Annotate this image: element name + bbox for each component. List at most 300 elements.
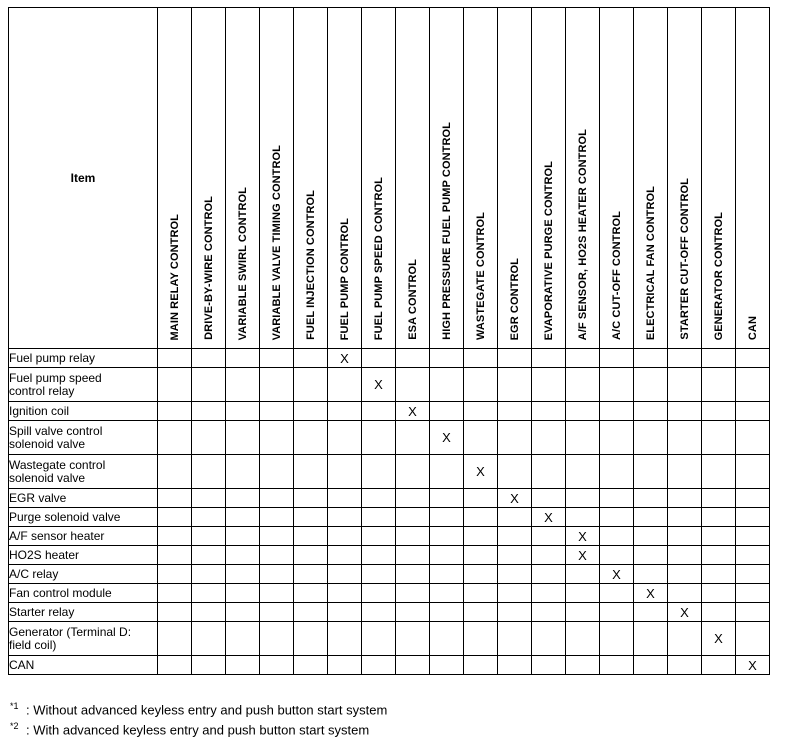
table-cell — [464, 508, 498, 527]
table-cell — [532, 455, 566, 489]
row-label — [9, 368, 158, 402]
table-cell — [260, 508, 294, 527]
table-cell — [464, 546, 498, 565]
table-cell — [158, 455, 192, 489]
column-header — [260, 8, 294, 349]
table-cell — [362, 546, 396, 565]
table-cell — [566, 527, 600, 546]
table-cell — [158, 622, 192, 656]
table-cell — [566, 603, 600, 622]
table-cell — [634, 565, 668, 584]
table-cell — [736, 368, 770, 402]
table-cell — [192, 565, 226, 584]
table-cell — [566, 656, 600, 675]
table-cell — [498, 508, 532, 527]
table-row — [9, 603, 770, 622]
table-cell — [158, 489, 192, 508]
row-label — [9, 584, 158, 603]
table-cell — [566, 489, 600, 508]
table-cell — [260, 402, 294, 421]
table-cell — [600, 603, 634, 622]
table-cell — [226, 489, 260, 508]
table-cell — [396, 349, 430, 368]
x-mark: X — [374, 377, 383, 392]
footnote-marker: 2 — [13, 721, 19, 732]
table-cell — [294, 603, 328, 622]
column-header-label: ESA CONTROL — [406, 259, 419, 340]
column-header — [464, 8, 498, 349]
table-cell — [464, 421, 498, 455]
table-cell — [260, 656, 294, 675]
table-cell — [430, 546, 464, 565]
table-cell — [396, 455, 430, 489]
column-header-label: A/F SENSOR, HO2S HEATER CONTROL — [576, 128, 589, 340]
table-cell — [634, 349, 668, 368]
table-cell — [260, 421, 294, 455]
table-body — [9, 349, 770, 675]
table-row — [9, 546, 770, 565]
table-cell — [736, 455, 770, 489]
table-cell — [668, 565, 702, 584]
table-cell — [702, 603, 736, 622]
table-cell — [158, 527, 192, 546]
table-cell — [532, 421, 566, 455]
table-cell — [328, 421, 362, 455]
row-label-line: field coil) — [9, 637, 57, 652]
table-cell — [192, 546, 226, 565]
table-row — [9, 368, 770, 402]
table-cell — [532, 656, 566, 675]
table-cell — [498, 622, 532, 656]
table-cell — [192, 603, 226, 622]
table-cell — [634, 489, 668, 508]
table-cell — [328, 656, 362, 675]
table-cell — [192, 656, 226, 675]
column-header-label: FUEL PUMP CONTROL — [338, 217, 351, 340]
table-cell — [668, 455, 702, 489]
column-header-label: WASTEGATE CONTROL — [474, 212, 487, 340]
column-header-label: HIGH PRESSURE FUEL PUMP CONTROL — [440, 122, 453, 340]
table-cell — [668, 622, 702, 656]
table-cell — [430, 584, 464, 603]
table-cell — [294, 368, 328, 402]
table-cell — [396, 489, 430, 508]
table-cell — [192, 584, 226, 603]
table-cell — [294, 402, 328, 421]
table-cell — [396, 402, 430, 421]
table-cell — [498, 584, 532, 603]
table-cell — [192, 455, 226, 489]
table-cell — [192, 527, 226, 546]
table-cell — [566, 508, 600, 527]
table-cell — [430, 455, 464, 489]
column-header — [192, 8, 226, 349]
column-header-label: GENERATOR CONTROL — [712, 211, 725, 340]
table-cell — [328, 603, 362, 622]
table-cell — [668, 656, 702, 675]
table-cell — [226, 508, 260, 527]
footnote-text: : Without advanced keyless entry and push button start system — [26, 702, 388, 718]
x-mark: X — [578, 547, 587, 563]
column-header — [396, 8, 430, 349]
row-label — [9, 565, 158, 584]
table-cell — [396, 603, 430, 622]
row-label-line: A/C relay — [9, 566, 59, 581]
table-cell — [702, 489, 736, 508]
row-label-line: solenoid valve — [9, 470, 86, 485]
row-label — [9, 421, 158, 455]
table-row — [9, 421, 770, 455]
column-header — [532, 8, 566, 349]
table-cell — [362, 489, 396, 508]
row-label — [9, 349, 158, 368]
table-row — [9, 527, 770, 546]
table-cell — [328, 527, 362, 546]
table-cell — [634, 508, 668, 527]
table-cell — [430, 489, 464, 508]
table-cell — [464, 455, 498, 489]
table-cell — [600, 656, 634, 675]
table-cell — [668, 349, 702, 368]
column-header-label: CAN — [746, 315, 759, 340]
column-header — [226, 8, 260, 349]
table-cell — [498, 421, 532, 455]
table-cell — [600, 546, 634, 565]
x-mark: X — [476, 464, 485, 479]
table-cell — [430, 368, 464, 402]
row-label-line: Wastegate control — [9, 457, 106, 472]
table-row — [9, 349, 770, 368]
table-cell — [634, 656, 668, 675]
table-cell — [600, 455, 634, 489]
table-cell — [702, 546, 736, 565]
table-cell — [634, 527, 668, 546]
table-cell — [362, 565, 396, 584]
row-label — [9, 508, 158, 527]
table-cell — [736, 349, 770, 368]
table-cell — [294, 656, 328, 675]
footnote-marker: 1 — [13, 701, 19, 711]
table-cell — [464, 368, 498, 402]
table-cell — [736, 546, 770, 565]
row-label — [9, 546, 158, 565]
table-cell — [702, 349, 736, 368]
control-matrix-table — [8, 7, 770, 675]
table-cell — [464, 603, 498, 622]
row-label — [9, 622, 158, 656]
table-cell — [532, 546, 566, 565]
row-label-line: Starter relay — [9, 604, 75, 619]
row-label — [9, 489, 158, 508]
table-cell — [362, 421, 396, 455]
footnote-2: $^{*2}$ : With advanced keyless entry and push button start system — [10, 721, 370, 738]
row-label-line: Ignition coil — [9, 403, 70, 418]
table-cell — [226, 565, 260, 584]
table-cell — [634, 402, 668, 421]
x-mark: X — [714, 631, 723, 646]
table-cell — [668, 368, 702, 402]
table-row — [9, 584, 770, 603]
table-cell — [226, 455, 260, 489]
table-cell — [702, 656, 736, 675]
table-cell — [498, 603, 532, 622]
table-cell — [736, 402, 770, 421]
table-cell — [294, 527, 328, 546]
table-cell — [498, 565, 532, 584]
table-cell — [294, 455, 328, 489]
table-cell — [464, 402, 498, 421]
table-cell — [600, 565, 634, 584]
table-cell — [600, 368, 634, 402]
table-cell — [294, 421, 328, 455]
table-cell — [328, 455, 362, 489]
table-cell — [566, 368, 600, 402]
table-cell — [532, 368, 566, 402]
table-cell — [702, 455, 736, 489]
table-cell — [566, 622, 600, 656]
table-cell — [668, 584, 702, 603]
row-label-line: HO2S heater — [9, 547, 80, 562]
table-cell — [668, 508, 702, 527]
column-header — [600, 8, 634, 349]
table-cell — [260, 455, 294, 489]
table-cell — [362, 508, 396, 527]
table-cell — [668, 527, 702, 546]
table-cell — [566, 546, 600, 565]
table-cell — [226, 546, 260, 565]
table-cell — [226, 584, 260, 603]
footnote-1: $^{*1}$ : Without advanced keyless entry and push button start system — [10, 701, 388, 718]
column-header — [294, 8, 328, 349]
table-cell — [226, 656, 260, 675]
table-cell — [668, 421, 702, 455]
table-cell — [634, 421, 668, 455]
table-cell — [158, 603, 192, 622]
table-cell — [192, 368, 226, 402]
table-cell — [634, 603, 668, 622]
table-row — [9, 402, 770, 421]
row-label — [9, 402, 158, 421]
table-cell — [498, 402, 532, 421]
table-cell — [226, 402, 260, 421]
column-header — [702, 8, 736, 349]
table-cell — [430, 349, 464, 368]
table-cell — [328, 402, 362, 421]
table-cell — [226, 527, 260, 546]
footnotes — [10, 698, 387, 739]
table-cell — [362, 455, 396, 489]
table-cell — [158, 546, 192, 565]
table-cell — [668, 489, 702, 508]
table-cell — [396, 565, 430, 584]
row-label-line: Spill valve control — [9, 423, 103, 438]
table-cell — [328, 546, 362, 565]
column-header-label: EVAPORATIVE PURGE CONTROL — [542, 160, 555, 340]
column-header-label: FUEL PUMP SPEED CONTROL — [372, 176, 385, 340]
table-cell — [362, 603, 396, 622]
table-cell — [158, 508, 192, 527]
table-cell — [498, 656, 532, 675]
table-cell — [294, 584, 328, 603]
table-cell — [158, 656, 192, 675]
table-cell — [294, 546, 328, 565]
row-label-line: Purge solenoid valve — [9, 509, 121, 524]
table-cell — [328, 489, 362, 508]
table-cell — [566, 584, 600, 603]
table-cell — [600, 622, 634, 656]
table-cell — [430, 656, 464, 675]
table-cell — [260, 489, 294, 508]
table-cell — [192, 489, 226, 508]
table-cell — [600, 584, 634, 603]
table-cell — [430, 421, 464, 455]
table-cell — [702, 565, 736, 584]
table-cell — [702, 421, 736, 455]
table-cell — [668, 546, 702, 565]
table-cell — [260, 349, 294, 368]
row-label-line: Fuel pump relay — [9, 350, 96, 365]
row-label-line: solenoid valve — [9, 436, 86, 451]
table-cell — [328, 349, 362, 368]
table-row — [9, 508, 770, 527]
table-cell — [226, 603, 260, 622]
table-cell — [226, 349, 260, 368]
x-mark: X — [680, 604, 689, 620]
table-cell — [464, 656, 498, 675]
table-cell — [532, 584, 566, 603]
table-cell — [736, 603, 770, 622]
table-cell — [158, 421, 192, 455]
table-cell — [158, 565, 192, 584]
table-cell — [464, 489, 498, 508]
table-cell — [158, 584, 192, 603]
column-header-label: EGR CONTROL — [508, 257, 521, 340]
column-header-label: MAIN RELAY CONTROL — [168, 213, 181, 340]
table-cell — [668, 402, 702, 421]
row-label-line: Generator (Terminal D: — [9, 624, 132, 639]
table-cell — [430, 402, 464, 421]
table-cell — [464, 622, 498, 656]
table-cell — [532, 622, 566, 656]
table-cell — [498, 546, 532, 565]
table-cell — [260, 622, 294, 656]
footnote-text: : With advanced keyless entry and push button start system — [26, 722, 370, 738]
table-cell — [430, 565, 464, 584]
item-column-header: Item — [9, 8, 158, 349]
table-cell — [702, 527, 736, 546]
table-cell — [702, 508, 736, 527]
table-cell — [464, 584, 498, 603]
column-header — [736, 8, 770, 349]
table-cell — [260, 368, 294, 402]
table-cell — [362, 349, 396, 368]
table-cell — [192, 349, 226, 368]
table-cell — [192, 421, 226, 455]
row-label-line: EGR valve — [9, 490, 67, 505]
column-header-label: VARIABLE SWIRL CONTROL — [236, 186, 249, 340]
column-header — [498, 8, 532, 349]
column-header — [668, 8, 702, 349]
row-label — [9, 527, 158, 546]
column-header — [430, 8, 464, 349]
table-row — [9, 622, 770, 656]
table-cell — [498, 368, 532, 402]
header-row — [9, 8, 770, 349]
table-cell — [532, 527, 566, 546]
row-label-line: control relay — [9, 383, 75, 398]
table-row — [9, 656, 770, 675]
table-cell — [634, 455, 668, 489]
table-cell — [328, 622, 362, 656]
row-label — [9, 455, 158, 489]
table-cell — [158, 402, 192, 421]
x-mark: X — [578, 528, 587, 544]
table-cell — [600, 421, 634, 455]
x-mark: X — [510, 490, 519, 506]
table-cell — [566, 565, 600, 584]
table-cell — [532, 402, 566, 421]
table-cell — [192, 508, 226, 527]
x-mark: X — [612, 566, 621, 582]
table-cell — [396, 527, 430, 546]
table-cell — [430, 622, 464, 656]
table-cell — [396, 656, 430, 675]
table-cell — [362, 622, 396, 656]
table-cell — [736, 622, 770, 656]
table-cell — [226, 421, 260, 455]
table-cell — [396, 546, 430, 565]
table-cell — [736, 508, 770, 527]
x-mark: X — [748, 657, 757, 673]
table-cell — [634, 368, 668, 402]
table-cell — [600, 508, 634, 527]
x-mark: X — [408, 403, 417, 419]
column-header-label: FUEL INJECTION CONTROL — [304, 190, 317, 340]
table-cell — [566, 349, 600, 368]
table-cell — [294, 349, 328, 368]
table-cell — [294, 489, 328, 508]
x-mark: X — [646, 585, 655, 601]
row-label-line: Fan control module — [9, 585, 112, 600]
column-header-label: A/C CUT-OFF CONTROL — [610, 211, 623, 340]
row-label — [9, 603, 158, 622]
table-cell — [294, 622, 328, 656]
table-cell — [736, 584, 770, 603]
table-cell — [362, 527, 396, 546]
table-cell — [702, 402, 736, 421]
table-cell — [600, 527, 634, 546]
table-cell — [260, 584, 294, 603]
table-cell — [566, 421, 600, 455]
table-cell — [498, 527, 532, 546]
x-mark: X — [340, 350, 349, 366]
table-cell — [226, 368, 260, 402]
table-cell — [294, 508, 328, 527]
table-cell — [736, 565, 770, 584]
row-label-line: A/F sensor heater — [9, 528, 105, 543]
column-header-label: VARIABLE VALVE TIMING CONTROL — [270, 144, 283, 340]
table-cell — [260, 565, 294, 584]
table-cell — [532, 603, 566, 622]
table-cell — [158, 349, 192, 368]
table-cell — [464, 527, 498, 546]
table-cell — [362, 402, 396, 421]
table-cell — [532, 489, 566, 508]
table-cell — [260, 603, 294, 622]
table-cell — [702, 622, 736, 656]
table-cell — [260, 527, 294, 546]
table-cell — [430, 527, 464, 546]
